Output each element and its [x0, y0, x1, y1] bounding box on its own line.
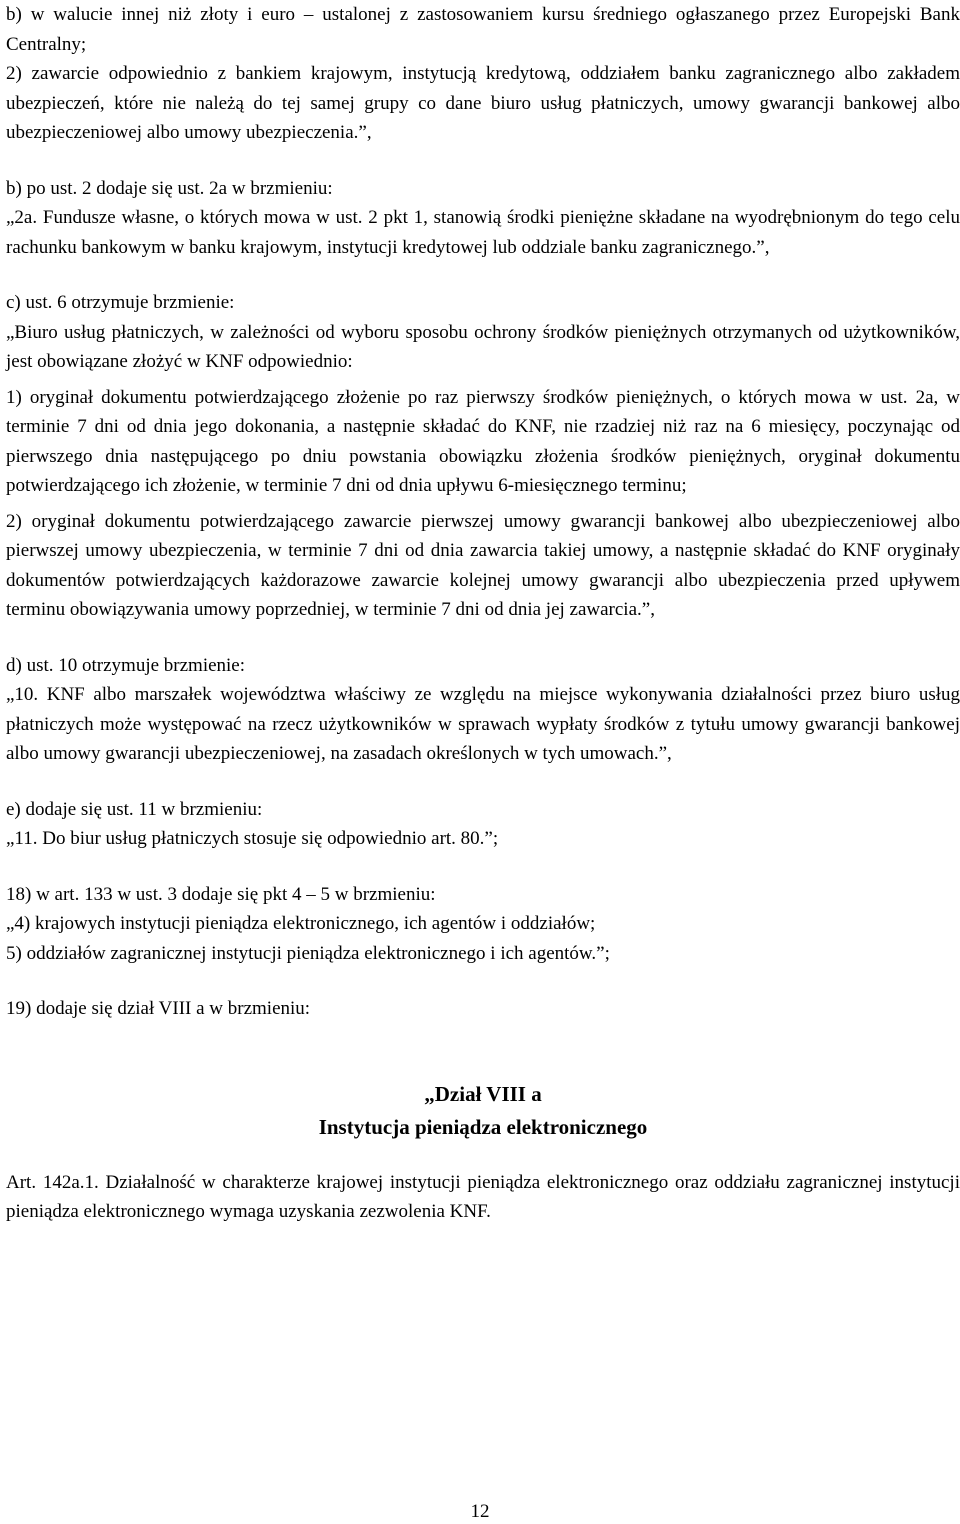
paragraph-2-original-guarantee: 2) oryginał dokumentu potwierdzającego zawarcie pierwszej umowy gwarancji bankowej albo ubezpieczeniowej albo pierwszej umowy ubezpieczenia, w terminie 7 dni od dnia zawarcia takiej umowy, a następnie składać do KNF oryginały dokumentów potwierdzających każdorazowe zawarcie kolejnej umowy gwarancji albo ubezpieczenia przed upływem terminu obowiązywania umowy poprzedniej, w terminie 7 dni od dnia jej zawarcia.”, [6, 510, 960, 620]
page-number: 12 [470, 1501, 490, 1522]
paragraph-c-ust-6: c) ust. 6 otrzymuje brzmienie: [6, 292, 235, 313]
paragraph-b-currency: b) w walucie innej niż złoty i euro – ustalonej z zastosowaniem kursu średniego ogłaszanego przez Europejski Bank Centralny; [6, 4, 960, 55]
paragraph-2a-funds: „2a. Fundusze własne, o których mowa w ust. 2 pkt 1, stanowią środki pieniężne składane na wyodrębnionym do tego celu rachunku bankowym w banku krajowym, instytucji kredytowej lub oddziale banku zagranicznego.”, [6, 207, 960, 258]
paragraph-18-art-133: 18) w art. 133 w ust. 3 dodaje się pkt 4 – 5 w brzmieniu: [6, 883, 436, 905]
paragraph-4-domestic: „4) krajowych instytucji pieniądza elektronicznego, ich agentów i oddziałów; [6, 913, 596, 934]
paragraph-19-add-section: 19) dodaje się dział VIII a w brzmieniu: [6, 998, 311, 1019]
article-142a-text: Art. 142a.1. Działalność w charakterze krajowej instytucji pieniądza elektronicznego oraz oddziału zagranicznej instytucji pieniądza elektronicznego wymaga uzyskania zezwolenia KNF. [6, 1171, 960, 1222]
document-page [6, 0, 960, 1227]
paragraph-office-obligation: „Biuro usług płatniczych, w zależności od wyboru sposobu ochrony środków pieniężnych otrzymanych od użytkowników, jest obowiązane złożyć w KNF odpowiednio: [6, 321, 960, 372]
paragraph-5-foreign: 5) oddziałów zagranicznej instytucji pieniądza elektronicznego i ich agentów.”; [6, 942, 610, 964]
paragraph-2-agreement: 2) zawarcie odpowiednio z bankiem krajowym, instytucją kredytową, oddziałem banku zagranicznego albo zakładem ubezpieczeń, które nie należą do tej samej grupy co dane biuro usług płatniczych, umowy gwarancji bankowej albo ubezpieczeniowej albo umowy ubezpieczenia.”, [6, 63, 960, 143]
section-heading: „Dział VIII a [424, 1081, 542, 1106]
paragraph-d-ust-10: d) ust. 10 otrzymuje brzmienie: [6, 654, 246, 676]
paragraph-1-original-deposit: 1) oryginał dokumentu potwierdzającego złożenie po raz pierwszy środków pieniężnych, o których mowa w ust. 2a, w terminie 7 dni od dnia jego dokonania, a następnie składać do KNF, nie rzadziej niż raz na 6 miesięcy, poczynając od pierwszego dnia następującego po dniu powstania obowiązku złożenia środków pieniężnych, oryginał dokumentu potwierdzającego ich złożenie, w terminie 7 dni od dnia upływu 6-miesięcznego terminu; [6, 386, 960, 496]
paragraph-e-add-11: e) dodaje się ust. 11 w brzmieniu: [6, 798, 263, 820]
section-title: Instytucja pieniądza elektronicznego [318, 1114, 648, 1139]
paragraph-11-art-80: „11. Do biur usług płatniczych stosuje się odpowiednio art. 80.”; [6, 828, 499, 849]
paragraph-10-knf: „10. KNF albo marszałek województwa właściwy ze względu na miejsce wykonywania działalności przez biuro usług płatniczych może występować na rzecz użytkowników w sprawach wypłaty środków z tytułu umowy gwarancji bankowej albo umowy gwarancji ubezpieczeniowej, na zasadach określonych w tych umowach.”, [6, 684, 960, 764]
paragraph-b-add-2a: b) po ust. 2 dodaje się ust. 2a w brzmieniu: [6, 177, 333, 199]
